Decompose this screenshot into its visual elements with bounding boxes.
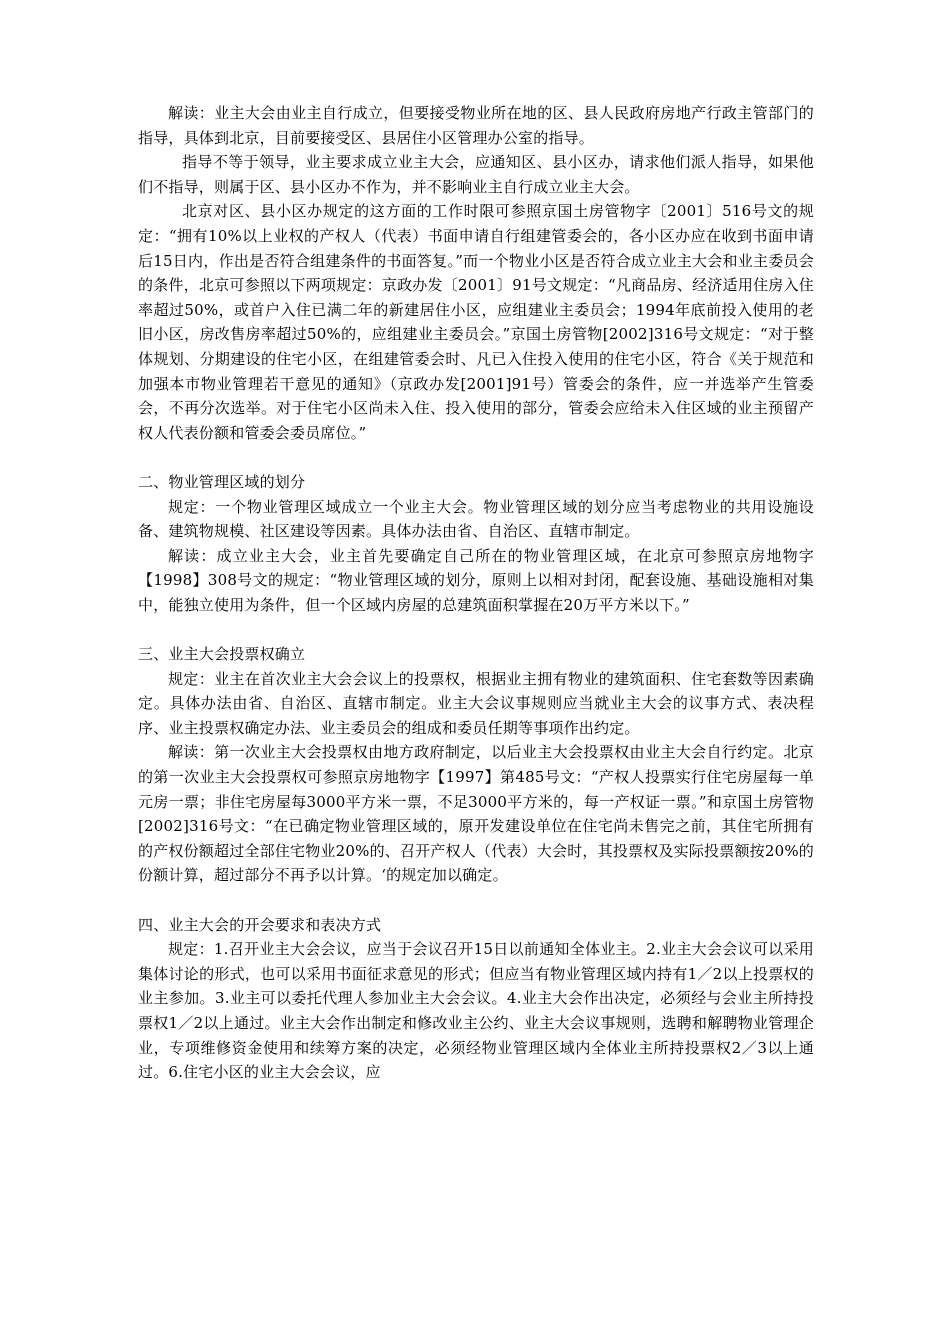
section3-explain: 解读：第一次业主大会投票权由地方政府制定，以后业主大会投票权由业主大会自行约定。北京的第一次业主大会投票权可参照京房地物字【1997】第485号文：“产权人投票实行住宅房屋每一单元房一票；非住宅房屋每3000平方米一票，不足3000平方米的，每一产权证一票。”和京国土房管物[2002]316号文：“在已确定物业管理区域的，原开发建设单位在住宅尚未售完之前，其住宅所拥有的产权份额超过全部住宅物业20%的、召开产权人（代表）大会时，其投票权及实际投票额按20%的份额计算，超过部分不再予以计算。‘的规定加以确定。 xyxy=(138,743,814,885)
section-heading-2: 二、物业管理区域的划分 xyxy=(138,472,306,491)
paragraph-beijing-rules: 北京对区、县小区办规定的这方面的工作时限可参照京国土房管物字〔2001〕516号文的规定：“拥有10%以上业权的产权人（代表）书面申请自行组建管委会的，各小区办应在收到书面申请后15日内，作出是否符合组建条件的书面答复。”而一个物业小区是否符合成立业主大会和业主委员会的条件，北京可参照以下两项规定：京政办发〔2001〕91号文规定：“凡商品房、经济适用住房入住率超过50%，或首户入住已满二年的新建居住小区，应组建业主委员会；1994年底前投入使用的老旧小区，房改售房率超过50%的，应组建业主委员会。”京国土房管物[2002]316号文规定：“对于整体规划、分期建设的住宅小区，在组建管委会时、凡已入住投入使用的住宅小区，符合《关于规范和加强本市物业管理若干意见的通知》（京政办发[2001]91号）管委会的条件，应一并选举产生管委会，不再分次选举。对于住宅小区尚未入住、投入使用的部分，管委会应给未入住区域的业主预留产权人代表份额和管委会委员席位。” xyxy=(138,202,814,442)
section-heading-4: 四、业主大会的开会要求和表决方式 xyxy=(138,915,382,934)
document-body xyxy=(138,101,814,1085)
section4-rule: 规定：1.召开业主大会会议，应当于会议召开15日以前通知全体业主。2.业主大会会议可以采用集体讨论的形式，也可以采用书面征求意见的形式；但应当有物业管理区域内持有1／2以上投票权的业主参加。3.业主可以委托代理人参加业主大会会议。4.业主大会作出决定，必须经与会业主所持投票权1／2以上通过。业主大会作出制定和修改业主公约、业主大会议事规则，选聘和解聘物业管理企业，专项维修资金使用和续筹方案的决定，必须经物业管理区域内全体业主所持投票权2／3以上通过。6.住宅小区的业主大会会议，应 xyxy=(138,940,814,1082)
section-heading-3: 三、业主大会投票权确立 xyxy=(138,645,306,664)
section3-rule: 规定：业主在首次业主大会会议上的投票权，根据业主拥有物业的建筑面积、住宅套数等因素确定。具体办法由省、自治区、直辖市制定。业主大会议事规则应当就业主大会的议事方式、表决程序、业主投票权确定办法、业主委员会的组成和委员任期等事项作出约定。 xyxy=(138,669,814,737)
section2-explain: 解读：成立业主大会，业主首先要确定自己所在的物业管理区域，在北京可参照京房地物字【1998】308号文的规定：“物业管理区域的划分，原则上以相对封闭，配套设施、基础设施相对集中，能独立使用为条件，但一个区域内房屋的总建筑面积掌握在20万平方米以下。” xyxy=(138,546,814,614)
paragraph-guidance: 指导不等于领导，业主要求成立业主大会，应通知区、县小区办，请求他们派人指导，如果他们不指导，则属于区、县小区办不作为，并不影响业主自行成立业主大会。 xyxy=(138,153,814,196)
section2-rule: 规定：一个物业管理区域成立一个业主大会。物业管理区域的划分应当考虑物业的共用设施设备、建筑物规模、社区建设等因素。具体办法由省、自治区、直辖市制定。 xyxy=(138,497,814,541)
paragraph-explain-1: 解读：业主大会由业主自行成立，但要接受物业所在地的区、县人民政府房地产行政主管部门的指导，具体到北京，目前要接受区、县居住小区管理办公室的指导。 xyxy=(138,104,814,147)
